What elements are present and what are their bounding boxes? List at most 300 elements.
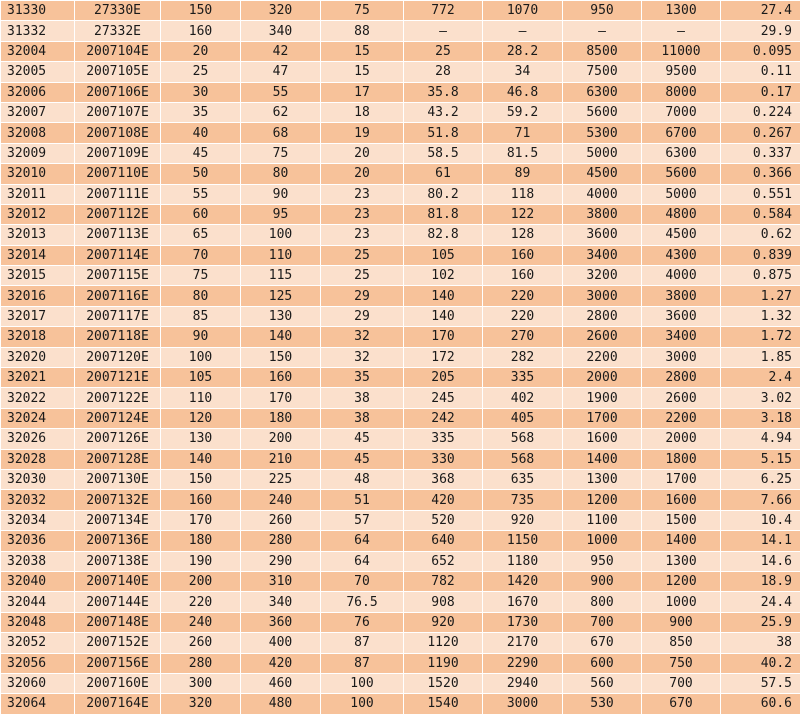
table-cell: 9500: [642, 62, 721, 82]
table-cell: 150: [241, 347, 321, 367]
table-cell: 280: [241, 531, 321, 551]
table-cell: 6300: [563, 82, 642, 102]
table-cell: 1.72: [721, 327, 800, 347]
table-cell: 900: [563, 571, 642, 591]
table-cell: 68: [241, 123, 321, 143]
table-cell: 1180: [483, 551, 563, 571]
table-row: [1, 531, 800, 551]
table-cell: 530: [563, 694, 642, 714]
table-cell: 180: [161, 531, 241, 551]
table-cell: 160: [483, 266, 563, 286]
table-cell: 4800: [642, 204, 721, 224]
table-cell: —: [404, 21, 483, 41]
table-cell: 160: [483, 245, 563, 265]
table-cell: 2007111E: [75, 184, 161, 204]
table-cell: 102: [404, 266, 483, 286]
table-cell: 32016: [1, 286, 75, 306]
table-cell: 0.17: [721, 82, 800, 102]
table-cell: 38: [721, 633, 800, 653]
table-cell: 170: [241, 388, 321, 408]
table-cell: 0.337: [721, 143, 800, 163]
table-cell: 2007106E: [75, 82, 161, 102]
table-cell: 23: [321, 184, 404, 204]
table-cell: 850: [642, 633, 721, 653]
table-cell: 42: [241, 41, 321, 61]
table-cell: 2007126E: [75, 429, 161, 449]
table-cell: 32024: [1, 408, 75, 428]
table-cell: 2007120E: [75, 347, 161, 367]
table-cell: 3400: [642, 327, 721, 347]
table-cell: 1420: [483, 571, 563, 591]
table-cell: 128: [483, 225, 563, 245]
table-cell: 8000: [642, 82, 721, 102]
table-cell: 2.4: [721, 368, 800, 388]
table-cell: —: [563, 21, 642, 41]
table-cell: 110: [161, 388, 241, 408]
table-cell: 118: [483, 184, 563, 204]
table-cell: 80: [241, 164, 321, 184]
table-cell: 568: [483, 429, 563, 449]
table-cell: 32014: [1, 245, 75, 265]
table-cell: 1670: [483, 592, 563, 612]
table-cell: 0.584: [721, 204, 800, 224]
table-cell: 35: [321, 368, 404, 388]
table-cell: 5.15: [721, 449, 800, 469]
table-row: [1, 449, 800, 469]
table-cell: 2007164E: [75, 694, 161, 714]
table-cell: 0.875: [721, 266, 800, 286]
table-cell: 1400: [642, 531, 721, 551]
table-cell: 205: [404, 368, 483, 388]
table-cell: 100: [321, 673, 404, 693]
table-cell: 61: [404, 164, 483, 184]
table-cell: 320: [161, 694, 241, 714]
table-cell: 480: [241, 694, 321, 714]
table-cell: 23: [321, 204, 404, 224]
table-cell: 2200: [642, 408, 721, 428]
table-cell: 32064: [1, 694, 75, 714]
table-cell: —: [483, 21, 563, 41]
table-cell: 88: [321, 21, 404, 41]
table-cell: 800: [563, 592, 642, 612]
table-cell: 240: [161, 612, 241, 632]
table-cell: 10.4: [721, 510, 800, 530]
table-cell: 3000: [642, 347, 721, 367]
table-cell: 260: [161, 633, 241, 653]
table-cell: 600: [563, 653, 642, 673]
table-cell: 2007114E: [75, 245, 161, 265]
table-cell: 1.27: [721, 286, 800, 306]
table-cell: 170: [161, 510, 241, 530]
table-cell: 31330: [1, 1, 75, 21]
table-cell: 57: [321, 510, 404, 530]
table-cell: 89: [483, 164, 563, 184]
table-cell: 1200: [642, 571, 721, 591]
table-cell: 3.02: [721, 388, 800, 408]
table-cell: 87: [321, 633, 404, 653]
table-cell: 1200: [563, 490, 642, 510]
table-cell: 19: [321, 123, 404, 143]
table-cell: 32009: [1, 143, 75, 163]
table-cell: 125: [241, 286, 321, 306]
table-cell: 2940: [483, 673, 563, 693]
table-row: [1, 368, 800, 388]
table-cell: 750: [642, 653, 721, 673]
table-cell: 2007105E: [75, 62, 161, 82]
table-cell: 360: [241, 612, 321, 632]
table-cell: 80.2: [404, 184, 483, 204]
table-cell: 280: [161, 653, 241, 673]
table-cell: 140: [241, 327, 321, 347]
table-row: [1, 204, 800, 224]
table-cell: 38: [321, 408, 404, 428]
table-cell: 220: [483, 286, 563, 306]
table-cell: 3200: [563, 266, 642, 286]
table-cell: 920: [404, 612, 483, 632]
table-cell: 62: [241, 102, 321, 122]
table-cell: 4500: [563, 164, 642, 184]
table-cell: 50: [161, 164, 241, 184]
table-row: [1, 612, 800, 632]
table-row: [1, 347, 800, 367]
table-cell: 25.9: [721, 612, 800, 632]
table-row: [1, 41, 800, 61]
table-cell: 32: [321, 327, 404, 347]
table-cell: 32011: [1, 184, 75, 204]
table-cell: 260: [241, 510, 321, 530]
table-cell: 27.4: [721, 1, 800, 21]
table-cell: 100: [321, 694, 404, 714]
table-cell: 1300: [563, 469, 642, 489]
table-cell: 2200: [563, 347, 642, 367]
table-cell: 900: [642, 612, 721, 632]
table-cell: 1.85: [721, 347, 800, 367]
table-cell: 25: [321, 245, 404, 265]
table-cell: 29: [321, 286, 404, 306]
table-cell: 40: [161, 123, 241, 143]
table-cell: 2007138E: [75, 551, 161, 571]
table-row: [1, 551, 800, 571]
table-cell: 1300: [642, 1, 721, 21]
table-cell: 0.62: [721, 225, 800, 245]
table-cell: 65: [161, 225, 241, 245]
table-cell: 75: [161, 266, 241, 286]
table-cell: 87: [321, 653, 404, 673]
table-cell: 5600: [642, 164, 721, 184]
table-cell: 460: [241, 673, 321, 693]
table-cell: 32018: [1, 327, 75, 347]
table-cell: 7000: [642, 102, 721, 122]
table-cell: 700: [642, 673, 721, 693]
table-cell: 76.5: [321, 592, 404, 612]
table-body: [1, 1, 800, 715]
table-cell: 2007104E: [75, 41, 161, 61]
table-cell: 105: [404, 245, 483, 265]
table-cell: 14.1: [721, 531, 800, 551]
table-cell: 160: [161, 490, 241, 510]
table-cell: 2007116E: [75, 286, 161, 306]
table-cell: 270: [483, 327, 563, 347]
table-cell: 4300: [642, 245, 721, 265]
table-cell: 908: [404, 592, 483, 612]
table-cell: 25: [404, 41, 483, 61]
table-cell: 27330E: [75, 1, 161, 21]
table-cell: 29.9: [721, 21, 800, 41]
table-cell: 32036: [1, 531, 75, 551]
table-cell: 1540: [404, 694, 483, 714]
table-cell: 320: [241, 1, 321, 21]
table-cell: 2007110E: [75, 164, 161, 184]
table-cell: 300: [161, 673, 241, 693]
table-cell: 1.32: [721, 306, 800, 326]
table-cell: 58.5: [404, 143, 483, 163]
table-cell: 32038: [1, 551, 75, 571]
table-cell: 2007148E: [75, 612, 161, 632]
table-cell: 7500: [563, 62, 642, 82]
table-row: [1, 82, 800, 102]
table-cell: 1000: [563, 531, 642, 551]
table-cell: 220: [483, 306, 563, 326]
table-cell: 1700: [563, 408, 642, 428]
table-cell: 38: [321, 388, 404, 408]
table-cell: 2007115E: [75, 266, 161, 286]
table-cell: 15: [321, 41, 404, 61]
table-cell: 290: [241, 551, 321, 571]
table-cell: 4000: [642, 266, 721, 286]
table-row: [1, 633, 800, 653]
table-cell: 2007160E: [75, 673, 161, 693]
table-cell: 700: [563, 612, 642, 632]
table-cell: 2007156E: [75, 653, 161, 673]
table-cell: 340: [241, 592, 321, 612]
table-cell: 3800: [563, 204, 642, 224]
table-cell: 55: [241, 82, 321, 102]
table-cell: 2000: [642, 429, 721, 449]
table-cell: 40.2: [721, 653, 800, 673]
table-cell: 950: [563, 1, 642, 21]
table-cell: 420: [404, 490, 483, 510]
table-cell: 160: [241, 368, 321, 388]
table-cell: 3600: [642, 306, 721, 326]
table-cell: 330: [404, 449, 483, 469]
table-cell: 47: [241, 62, 321, 82]
table-row: [1, 429, 800, 449]
table-cell: 2800: [642, 368, 721, 388]
table-cell: 1150: [483, 531, 563, 551]
table-row: [1, 225, 800, 245]
table-row: [1, 388, 800, 408]
table-cell: 520: [404, 510, 483, 530]
table-cell: 105: [161, 368, 241, 388]
table-cell: 920: [483, 510, 563, 530]
table-cell: 32010: [1, 164, 75, 184]
table-cell: 32056: [1, 653, 75, 673]
table-cell: 30: [161, 82, 241, 102]
table-cell: 82.8: [404, 225, 483, 245]
table-cell: 1520: [404, 673, 483, 693]
table-cell: 670: [642, 694, 721, 714]
table-cell: 2007152E: [75, 633, 161, 653]
table-cell: 32017: [1, 306, 75, 326]
table-cell: 14.6: [721, 551, 800, 571]
table-cell: 225: [241, 469, 321, 489]
table-cell: 2007112E: [75, 204, 161, 224]
table-cell: 46.8: [483, 82, 563, 102]
table-cell: 28.2: [483, 41, 563, 61]
table-cell: 20: [321, 143, 404, 163]
table-row: [1, 469, 800, 489]
table-cell: 1120: [404, 633, 483, 653]
table-cell: 32013: [1, 225, 75, 245]
table-cell: 245: [404, 388, 483, 408]
table-cell: 43.2: [404, 102, 483, 122]
table-cell: 32052: [1, 633, 75, 653]
table-cell: 782: [404, 571, 483, 591]
table-cell: 1730: [483, 612, 563, 632]
table-cell: 2007122E: [75, 388, 161, 408]
table-cell: 48: [321, 469, 404, 489]
table-cell: 4500: [642, 225, 721, 245]
table-cell: 0.224: [721, 102, 800, 122]
table-cell: 8500: [563, 41, 642, 61]
table-cell: 1100: [563, 510, 642, 530]
table-cell: 64: [321, 551, 404, 571]
table-cell: 34: [483, 62, 563, 82]
table-cell: 32026: [1, 429, 75, 449]
table-cell: 405: [483, 408, 563, 428]
table-cell: 0.551: [721, 184, 800, 204]
table-cell: 75: [241, 143, 321, 163]
table-cell: 75: [321, 1, 404, 21]
table-cell: 3400: [563, 245, 642, 265]
table-cell: 6300: [642, 143, 721, 163]
table-cell: 24.4: [721, 592, 800, 612]
table-cell: 76: [321, 612, 404, 632]
table-cell: 100: [241, 225, 321, 245]
table-row: [1, 1, 800, 21]
table-cell: 950: [563, 551, 642, 571]
table-cell: 2600: [563, 327, 642, 347]
table-cell: 29: [321, 306, 404, 326]
table-cell: 57.5: [721, 673, 800, 693]
table-cell: 1800: [642, 449, 721, 469]
table-cell: 0.366: [721, 164, 800, 184]
table-cell: 85: [161, 306, 241, 326]
table-cell: 2007117E: [75, 306, 161, 326]
table-cell: 32044: [1, 592, 75, 612]
table-cell: 20: [161, 41, 241, 61]
table-cell: 32006: [1, 82, 75, 102]
table-row: [1, 21, 800, 41]
table-cell: 310: [241, 571, 321, 591]
table-cell: 150: [161, 1, 241, 21]
table-cell: 560: [563, 673, 642, 693]
table-cell: 340: [241, 21, 321, 41]
table-cell: 15: [321, 62, 404, 82]
table-cell: 2007140E: [75, 571, 161, 591]
table-cell: 2007121E: [75, 368, 161, 388]
table-cell: 18: [321, 102, 404, 122]
table-cell: 0.095: [721, 41, 800, 61]
table-cell: 420: [241, 653, 321, 673]
table-cell: 45: [321, 429, 404, 449]
table-cell: 23: [321, 225, 404, 245]
table-row: [1, 102, 800, 122]
table-cell: 17: [321, 82, 404, 102]
table-cell: 81.5: [483, 143, 563, 163]
table-cell: 7.66: [721, 490, 800, 510]
table-cell: 242: [404, 408, 483, 428]
table-cell: 2170: [483, 633, 563, 653]
table-cell: 81.8: [404, 204, 483, 224]
table-cell: 1600: [563, 429, 642, 449]
table-cell: 20: [321, 164, 404, 184]
table-cell: 2007128E: [75, 449, 161, 469]
table-cell: 32040: [1, 571, 75, 591]
table-row: [1, 327, 800, 347]
table-cell: 2000: [563, 368, 642, 388]
table-row: [1, 164, 800, 184]
table-cell: 35.8: [404, 82, 483, 102]
table-cell: 32008: [1, 123, 75, 143]
table-cell: 32048: [1, 612, 75, 632]
table-cell: 2007130E: [75, 469, 161, 489]
table-cell: 190: [161, 551, 241, 571]
table-cell: 35: [161, 102, 241, 122]
table-cell: 335: [483, 368, 563, 388]
table-cell: 100: [161, 347, 241, 367]
table-cell: 2007113E: [75, 225, 161, 245]
table-cell: 32028: [1, 449, 75, 469]
table-cell: 5000: [642, 184, 721, 204]
table-cell: 5600: [563, 102, 642, 122]
table-cell: 11000: [642, 41, 721, 61]
table-cell: 64: [321, 531, 404, 551]
table-cell: 31332: [1, 21, 75, 41]
table-cell: 51: [321, 490, 404, 510]
table-cell: —: [642, 21, 721, 41]
table-cell: 60.6: [721, 694, 800, 714]
table-cell: 652: [404, 551, 483, 571]
table-cell: 115: [241, 266, 321, 286]
table-cell: 32007: [1, 102, 75, 122]
table-cell: 1700: [642, 469, 721, 489]
table-cell: 32021: [1, 368, 75, 388]
table-row: [1, 653, 800, 673]
table-row: [1, 245, 800, 265]
table-cell: 130: [161, 429, 241, 449]
table-cell: 90: [161, 327, 241, 347]
table-cell: 55: [161, 184, 241, 204]
table-cell: 80: [161, 286, 241, 306]
table-cell: 0.839: [721, 245, 800, 265]
table-cell: 3000: [483, 694, 563, 714]
table-cell: 1070: [483, 1, 563, 21]
table-cell: 6.25: [721, 469, 800, 489]
table-cell: 172: [404, 347, 483, 367]
table-cell: 210: [241, 449, 321, 469]
table-cell: 2007124E: [75, 408, 161, 428]
table-cell: 32030: [1, 469, 75, 489]
table-cell: 200: [241, 429, 321, 449]
table-cell: 90: [241, 184, 321, 204]
table-cell: 120: [161, 408, 241, 428]
table-cell: 568: [483, 449, 563, 469]
table-cell: 25: [161, 62, 241, 82]
table-cell: 2007107E: [75, 102, 161, 122]
table-cell: 180: [241, 408, 321, 428]
table-row: [1, 123, 800, 143]
